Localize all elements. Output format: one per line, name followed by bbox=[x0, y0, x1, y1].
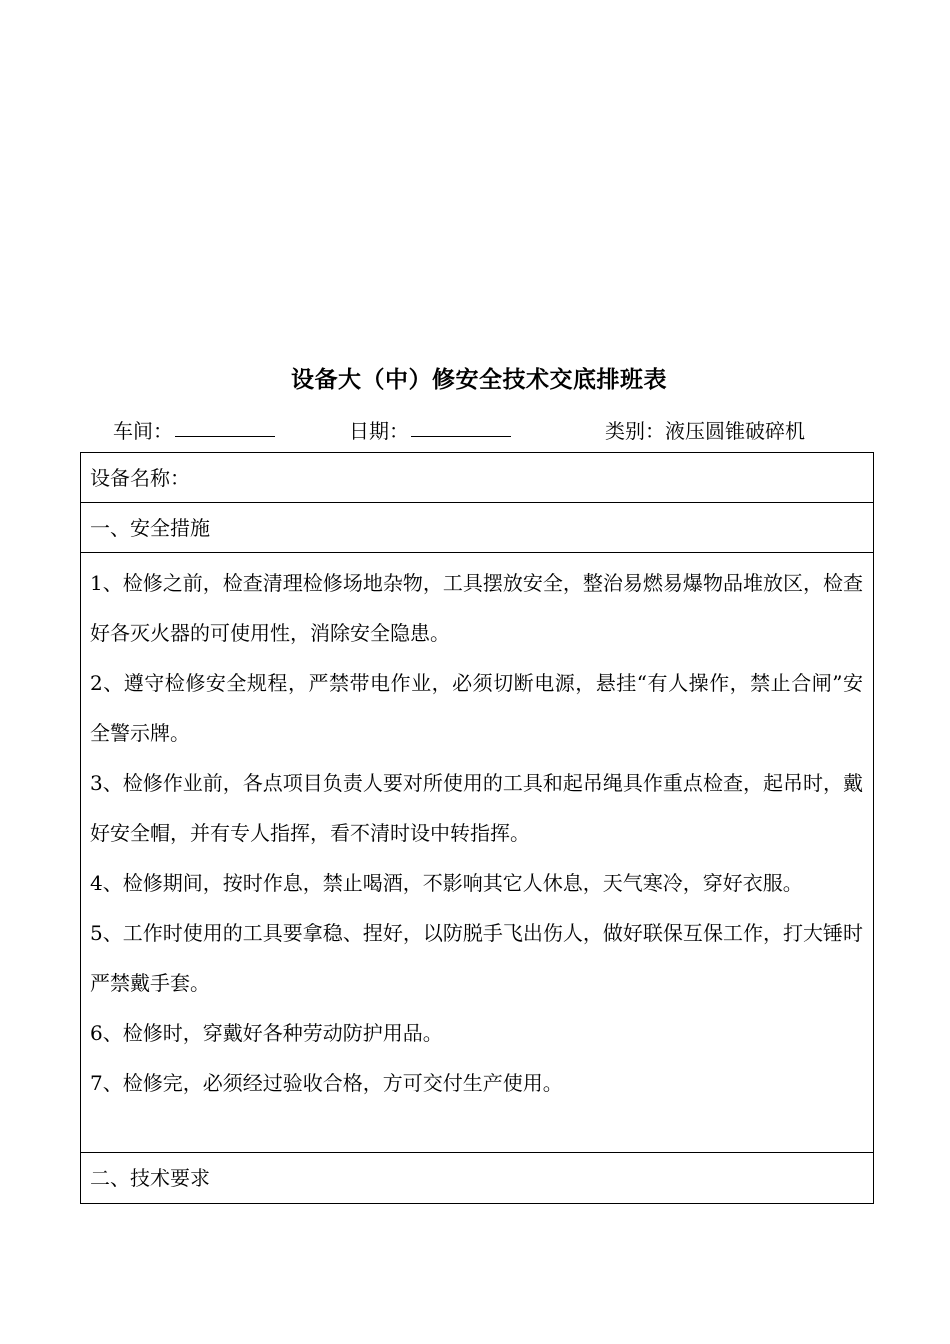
form-table bbox=[80, 452, 874, 1204]
safety-measures-row bbox=[81, 553, 873, 1153]
date-label: 日期： bbox=[349, 419, 409, 443]
safety-measure-item: 4、检修期间，按时作息，禁止喝酒，不影响其它人休息，天气寒冷，穿好衣服。 bbox=[90, 871, 803, 895]
meta-row bbox=[0, 414, 950, 448]
date-blank[interactable] bbox=[411, 414, 511, 437]
safety-measure-item: 2、遵守检修安全规程，严禁带电作业，必须切断电源，悬挂“有人操作，禁止合闸”安全警示牌。 bbox=[90, 671, 863, 745]
date-field bbox=[349, 414, 511, 448]
section-two-heading: 二、技术要求 bbox=[90, 1166, 210, 1190]
section-two-row bbox=[81, 1153, 873, 1203]
category-label: 类别： bbox=[605, 419, 665, 443]
section-one-row bbox=[81, 503, 873, 553]
safety-measure-item: 7、检修完，必须经过验收合格，方可交付生产使用。 bbox=[90, 1071, 563, 1095]
equipment-name-row bbox=[81, 453, 873, 503]
safety-measure-item: 1、检修之前，检查清理检修场地杂物，工具摆放安全，整治易燃易爆物品堆放区，检查好各灭火器的可使用性，消除安全隐患。 bbox=[90, 571, 863, 645]
workshop-field bbox=[113, 414, 275, 448]
safety-measure-item: 5、工作时使用的工具要拿稳、捏好，以防脱手飞出伤人，做好联保互保工作，打大锤时严禁戴手套。 bbox=[90, 921, 863, 995]
equipment-name-label: 设备名称： bbox=[90, 466, 190, 490]
workshop-label: 车间： bbox=[113, 419, 173, 443]
workshop-blank[interactable] bbox=[175, 414, 275, 437]
page-title: 设备大（中）修安全技术交底排班表 bbox=[291, 366, 667, 393]
safety-measure-item: 3、检修作业前，各点项目负责人要对所使用的工具和起吊绳具作重点检查，起吊时，戴好安全帽，并有专人指挥，看不清时设中转指挥。 bbox=[90, 771, 863, 845]
category-value: 液压圆锥破碎机 bbox=[665, 419, 805, 443]
section-one-heading: 一、安全措施 bbox=[90, 516, 210, 540]
safety-measure-item: 6、检修时，穿戴好各种劳动防护用品。 bbox=[90, 1021, 443, 1045]
category-field bbox=[605, 414, 805, 448]
